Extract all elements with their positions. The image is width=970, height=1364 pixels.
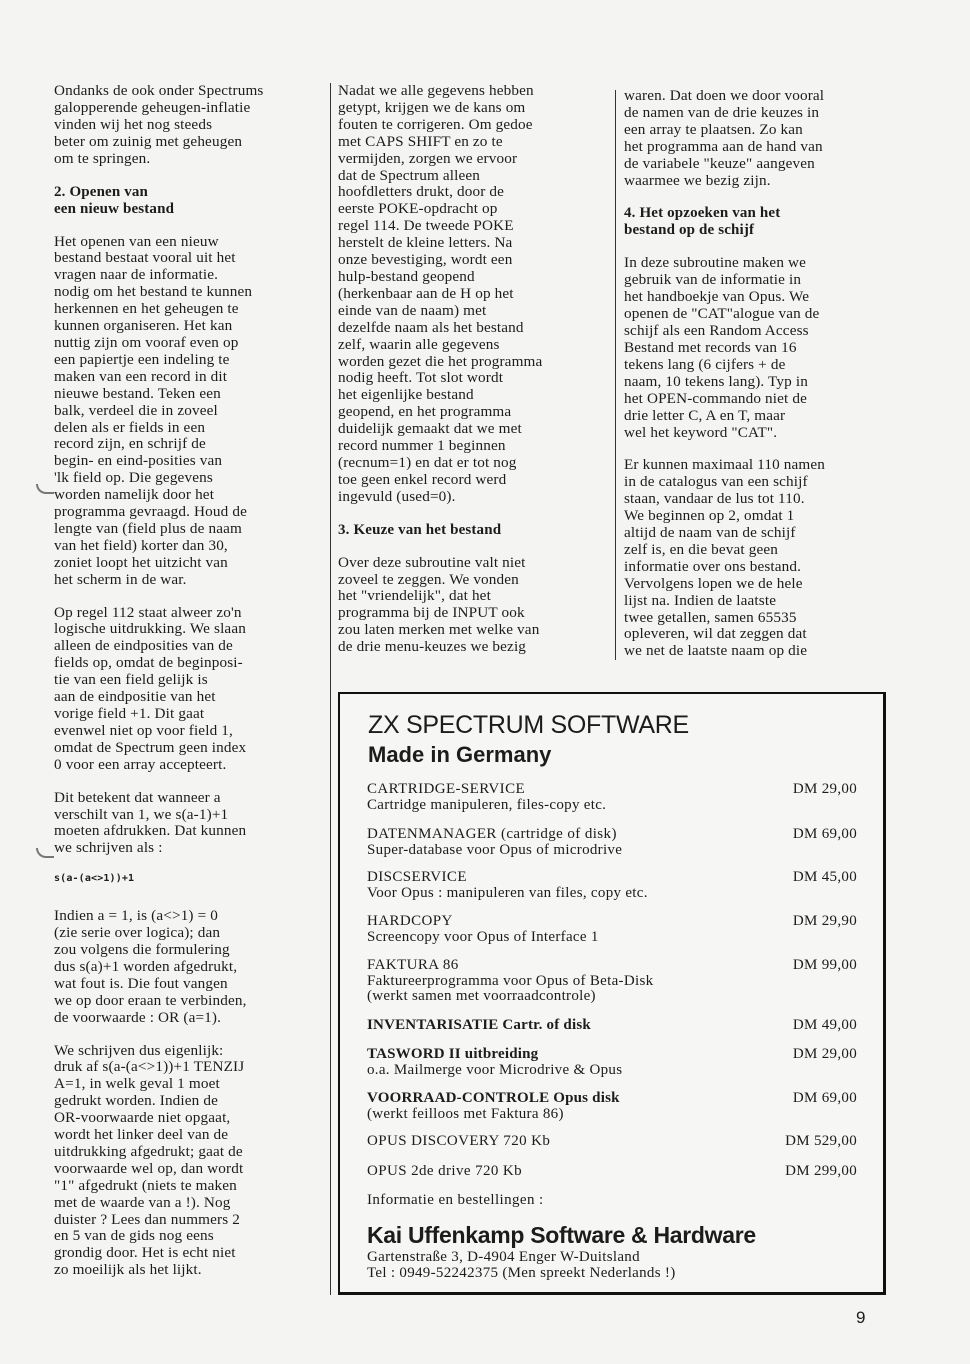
text-line: hulp-bestand geopend bbox=[338, 267, 475, 285]
text-line: einde van de naam) met bbox=[338, 301, 487, 319]
text-line: 2. Openen van bbox=[54, 183, 149, 200]
text-line: altijd de naam van de schijf bbox=[624, 524, 796, 542]
software-advertisement bbox=[338, 692, 886, 1295]
text-line: vinden wij het nog steeds bbox=[54, 115, 213, 133]
article-column-1 bbox=[54, 83, 316, 1295]
text-line: gebruik van de informatie in bbox=[624, 271, 802, 289]
text-line: hoofdletters drukt, door de bbox=[338, 183, 505, 201]
text-line: "1" afgedrukt (niets te maken bbox=[54, 1176, 237, 1194]
paragraph bbox=[54, 234, 316, 589]
text-line: duidelijk gemaakt dat we met bbox=[338, 420, 522, 438]
paragraph bbox=[624, 88, 886, 189]
text-line: nuttig zijn om vooraf even op bbox=[54, 333, 239, 351]
text-line: Het openen van een nieuw bbox=[54, 232, 219, 250]
text-line: herstelt de kleine letters. Na bbox=[338, 234, 513, 252]
text-line: Op regel 112 staat alweer zo'n bbox=[54, 603, 242, 621]
product-item bbox=[367, 827, 857, 858]
text-line: We schrijven dus eigenlijk: bbox=[54, 1041, 224, 1059]
article-column-2 bbox=[338, 83, 600, 672]
product-name: OPUS 2de drive 720 Kb bbox=[367, 1163, 523, 1179]
text-line: Vervolgens lopen we de hele bbox=[624, 574, 803, 592]
text-line: onze bevestiging, wordt een bbox=[338, 251, 513, 269]
article-column-3 bbox=[624, 88, 886, 676]
paragraph bbox=[54, 908, 316, 1026]
section-heading-2 bbox=[54, 184, 316, 218]
text-line: zo moeilijk als het lijkt. bbox=[54, 1261, 202, 1279]
product-description: o.a. Mailmerge voor Microdrive & Opus bbox=[367, 1061, 623, 1078]
text-line: dus s(a)+1 worden afgedrukt, bbox=[54, 957, 238, 975]
text-line: we op door eraan te verbinden, bbox=[54, 991, 247, 1009]
text-line: het programma aan de hand van bbox=[624, 137, 823, 155]
text-line: waarmee we bezig zijn. bbox=[624, 171, 771, 189]
text-line: vorige field +1. Dit gaat bbox=[54, 705, 205, 722]
text-line: fouten te corrigeren. Om gedoe bbox=[338, 115, 533, 133]
company-name: Kai Uffenkamp Software & Hardware bbox=[367, 1222, 756, 1248]
text-line: het "vriendelijk", dat het bbox=[338, 587, 491, 605]
text-line: evenwel niet op voor field 1, bbox=[54, 721, 233, 739]
text-line: de drie menu-keuzes we bezig bbox=[338, 638, 527, 656]
text-line: begin- en eind-posities van bbox=[54, 452, 223, 470]
text-line: regel 114. De tweede POKE bbox=[338, 217, 514, 235]
text-line: delen als er fields in een bbox=[54, 418, 206, 436]
product-name: FAKTURA 86 bbox=[367, 957, 459, 973]
text-line: aan de eindpositie van het bbox=[54, 688, 216, 706]
text-line: duister ? Lees dan nummers 2 bbox=[54, 1210, 240, 1228]
column-divider bbox=[330, 83, 331, 1295]
paragraph bbox=[624, 255, 886, 441]
text-line: twee getallen, samen 65535 bbox=[624, 608, 797, 626]
text-line: opleveren, wil dat zeggen dat bbox=[624, 625, 807, 643]
text-line: omdat de Spectrum geen index bbox=[54, 738, 247, 756]
text-line: met CAPS SHIFT en zo te bbox=[338, 132, 503, 150]
ad-subtitle: Made in Germany bbox=[368, 742, 552, 767]
text-line: de variabele "keuze" aangeven bbox=[624, 154, 815, 172]
binder-hole-mark bbox=[36, 848, 54, 858]
text-line: nodig heeft. Tot slot wordt bbox=[338, 369, 504, 387]
text-line: record nummer 1 beginnen bbox=[338, 437, 506, 455]
product-description: (werkt samen met voorraadcontrole) bbox=[367, 988, 596, 1004]
address-line: Gartenstraße 3, D-4904 Enger W-Duitsland bbox=[367, 1249, 640, 1265]
text-line: Er kunnen maximaal 110 namen bbox=[624, 456, 826, 474]
product-name: CARTRIDGE-SERVICE bbox=[367, 781, 526, 797]
text-line: toe geen enkel record werd bbox=[338, 470, 507, 488]
code-expression: s(a-(a<>1))+1 bbox=[54, 873, 135, 885]
text-line: Indien a = 1, is (a<>1) = 0 bbox=[54, 907, 218, 925]
product-price: DM 69,00 bbox=[792, 826, 857, 842]
text-line: het handboekje van Opus. We bbox=[624, 288, 810, 306]
text-line: beter om zuinig met geheugen bbox=[54, 132, 243, 150]
text-line: dezelfde naam als het bestand bbox=[338, 318, 524, 336]
text-line: galopperende geheugen-inflatie bbox=[54, 98, 251, 116]
phone-line: Tel : 0949-52242375 (Men spreekt Nederlands !) bbox=[367, 1265, 676, 1281]
text-line: ingevuld (used=0). bbox=[338, 487, 456, 505]
binder-hole-mark bbox=[36, 484, 54, 494]
text-line: schijf als een Random Access bbox=[624, 322, 809, 340]
text-line: Nadat we alle gegevens hebben bbox=[338, 82, 534, 99]
text-line: de namen van de drie keuzes in bbox=[624, 103, 820, 121]
text-line: tie van een field gelijk is bbox=[54, 671, 208, 689]
text-line: (recnum=1) en dat er tot nog bbox=[338, 453, 517, 471]
text-line: bestand op de schijf bbox=[624, 222, 755, 239]
text-line: van het field) korter dan 30, bbox=[54, 536, 228, 554]
product-name: VOORRAAD-CONTROLE Opus disk bbox=[367, 1090, 620, 1106]
text-line: en 5 van de gids nog eens bbox=[54, 1227, 214, 1245]
product-item bbox=[367, 870, 857, 901]
text-line: nieuwe bestand. Teken een bbox=[54, 384, 221, 402]
product-description: Cartridge manipuleren, files-copy etc. bbox=[367, 796, 607, 813]
text-line: een nieuw bestand bbox=[54, 200, 175, 217]
text-line: druk af s(a-(a<>1))+1 TENZIJ bbox=[54, 1058, 245, 1076]
text-line: A=1, in welk geval 1 moet bbox=[54, 1075, 220, 1093]
product-price: DM 529,00 bbox=[785, 1133, 857, 1149]
paragraph bbox=[338, 555, 600, 656]
text-line: voorwaarde wel op, dan wordt bbox=[54, 1159, 244, 1177]
product-item bbox=[367, 1047, 857, 1078]
text-line: 0 voor een array accepteert. bbox=[54, 755, 227, 773]
paragraph bbox=[54, 83, 316, 168]
product-price: DM 29,00 bbox=[792, 1046, 857, 1062]
text-line: lengte van (field plus de naam bbox=[54, 519, 242, 537]
product-item bbox=[367, 1091, 857, 1122]
text-line: dat de Spectrum alleen bbox=[338, 166, 481, 184]
text-line: openen de "CAT"alogue van de bbox=[624, 305, 820, 323]
text-line: verschilt van 1, we s(a-1)+1 bbox=[54, 805, 229, 823]
text-line: We beginnen op 2, omdat 1 bbox=[624, 507, 795, 525]
text-line: zoniet loopt het uitzicht van bbox=[54, 553, 228, 571]
text-line: staan, vandaar de lus tot 110. bbox=[624, 490, 805, 508]
text-line: (zie serie over logica); dan bbox=[54, 924, 221, 942]
text-line: record zijn, en schrijf de bbox=[54, 435, 206, 453]
text-line: programma gevraagd. Houd de bbox=[54, 503, 247, 521]
text-line: Bestand met records van 16 bbox=[624, 338, 797, 356]
text-line: Dit betekent dat wanneer a bbox=[54, 788, 221, 806]
text-line: wat fout is. Die fout vangen bbox=[54, 974, 228, 992]
text-line: In deze subroutine maken we bbox=[624, 254, 807, 272]
product-price: DM 99,00 bbox=[792, 957, 857, 973]
product-price: DM 49,00 bbox=[792, 1017, 857, 1033]
text-line: (herkenbaar aan de H op het bbox=[338, 284, 514, 302]
text-line: in de catalogus van een schijf bbox=[624, 473, 808, 491]
page-number: 9 bbox=[856, 1308, 866, 1327]
product-name: DISCSERVICE bbox=[367, 869, 467, 885]
product-price: DM 29,90 bbox=[792, 913, 857, 929]
text-line: naam, 10 tekens lang). Typ in bbox=[624, 372, 808, 390]
text-line: worden namelijk door het bbox=[54, 486, 215, 504]
paragraph bbox=[54, 605, 316, 774]
text-line: om te springen. bbox=[54, 149, 151, 167]
paragraph bbox=[54, 1043, 316, 1280]
text-line: wel het keyword "CAT". bbox=[624, 423, 778, 441]
product-name: INVENTARISATIE Cartr. of disk bbox=[367, 1017, 591, 1033]
product-price: DM 45,00 bbox=[792, 869, 857, 885]
product-item bbox=[367, 914, 857, 945]
text-line: gedrukt worden. Indien de bbox=[54, 1092, 219, 1110]
text-line: programma bij de INPUT ook bbox=[338, 604, 525, 622]
product-item bbox=[367, 1164, 857, 1180]
product-name: OPUS DISCOVERY 720 Kb bbox=[367, 1133, 551, 1149]
ad-title: ZX SPECTRUM SOFTWARE bbox=[368, 711, 689, 739]
text-line: grondig door. Het is echt niet bbox=[54, 1244, 236, 1262]
product-price: DM 69,00 bbox=[792, 1090, 857, 1106]
paragraph bbox=[338, 83, 600, 506]
text-line: een papiertje een indeling te bbox=[54, 350, 230, 368]
text-line: zou volgens die formulering bbox=[54, 940, 230, 958]
product-description: Screencopy voor Opus of Interface 1 bbox=[367, 928, 599, 945]
text-line: Ondanks de ook onder Spectrums bbox=[54, 82, 264, 99]
text-line: eerste POKE-opdracht op bbox=[338, 200, 498, 218]
text-line: alleen de eindposities van de bbox=[54, 637, 233, 655]
text-line: herkennen en het geheugen te bbox=[54, 300, 239, 318]
product-description: Super-database voor Opus of microdrive bbox=[367, 841, 623, 858]
text-line: maken van een record in dit bbox=[54, 367, 228, 385]
paragraph bbox=[624, 457, 886, 660]
section-heading-4 bbox=[624, 205, 886, 239]
order-info-label: Informatie en bestellingen : bbox=[367, 1192, 544, 1208]
text-line: met de waarde van a !). Nog bbox=[54, 1193, 231, 1211]
text-line: informatie over ons bestand. bbox=[624, 557, 802, 575]
product-item bbox=[367, 1018, 857, 1034]
product-price: DM 29,00 bbox=[792, 781, 857, 797]
product-description: Faktureerprogramma voor Opus of Beta-Disk bbox=[367, 972, 654, 989]
column-divider bbox=[615, 90, 616, 660]
paragraph bbox=[54, 790, 316, 858]
text-line: zoveel te zeggen. We vonden bbox=[338, 570, 519, 588]
text-line: worden gezet die het programma bbox=[338, 352, 543, 370]
product-name: DATENMANAGER (cartridge of disk) bbox=[367, 826, 617, 842]
text-line: fields op, omdat de beginposi- bbox=[54, 654, 243, 672]
text-line: zelf is, en die bevat geen bbox=[624, 540, 779, 558]
text-line: zou laten merken met welke van bbox=[338, 621, 540, 639]
product-price: DM 299,00 bbox=[785, 1163, 857, 1179]
text-line: tekens lang (6 cijfers + de bbox=[624, 355, 786, 373]
text-line: bestand bestaat vooral uit het bbox=[54, 249, 236, 267]
text-line: zelf, waarin alle gegevens bbox=[338, 335, 500, 353]
text-line: moeten afdrukken. Dat kunnen bbox=[54, 822, 247, 840]
text-line: het OPEN-commando niet de bbox=[624, 389, 808, 407]
text-line: getypt, krijgen we de kans om bbox=[338, 98, 526, 116]
text-line: het scherm in de war. bbox=[54, 570, 187, 588]
text-line: nodig om het bestand te kunnen bbox=[54, 283, 253, 301]
section-heading-3: 3. Keuze van het bestand bbox=[338, 521, 502, 538]
text-line: drie letter C, A en T, maar bbox=[624, 406, 786, 424]
product-name: TASWORD II uitbreiding bbox=[367, 1046, 539, 1062]
text-line: 4. Het opzoeken van het bbox=[624, 205, 781, 222]
text-line: het eigenlijke bestand bbox=[338, 386, 474, 404]
text-line: OR-voorwaarde niet opgaat, bbox=[54, 1109, 231, 1127]
product-item bbox=[367, 958, 857, 1005]
text-line: wordt het linker deel van de bbox=[54, 1126, 229, 1144]
text-line: lijst na. Indien de laatste bbox=[624, 591, 777, 609]
product-item bbox=[367, 782, 857, 813]
text-line: 'lk field op. Die gegevens bbox=[54, 469, 213, 487]
text-line: de voorwaarde : OR (a=1). bbox=[54, 1008, 222, 1026]
text-line: uitdrukking afgedrukt; gaat de bbox=[54, 1142, 243, 1160]
text-line: kunnen organiseren. Het kan bbox=[54, 317, 233, 335]
product-description: (werkt feilloos met Faktura 86) bbox=[367, 1105, 564, 1122]
text-line: een array te plaatsen. Zo kan bbox=[624, 120, 803, 138]
text-line: vragen naar de informatie. bbox=[54, 266, 219, 284]
text-line: balk, verdeel die in zoveel bbox=[54, 401, 218, 419]
company-address bbox=[367, 1249, 676, 1281]
text-line: geopend, en het programma bbox=[338, 403, 512, 421]
text-line: we schrijven als : bbox=[54, 839, 163, 857]
product-name: HARDCOPY bbox=[367, 913, 453, 929]
product-item bbox=[367, 1134, 857, 1150]
text-line: vermijden, zorgen we ervoor bbox=[338, 149, 518, 167]
product-description: Voor Opus : manipuleren van files, copy etc. bbox=[367, 884, 648, 901]
text-line: we net de laatste naam op die bbox=[624, 642, 808, 660]
text-line: logische uitdrukking. We slaan bbox=[54, 620, 246, 638]
text-line: Over deze subroutine valt niet bbox=[338, 553, 526, 571]
text-line: waren. Dat doen we door vooral bbox=[624, 87, 825, 104]
